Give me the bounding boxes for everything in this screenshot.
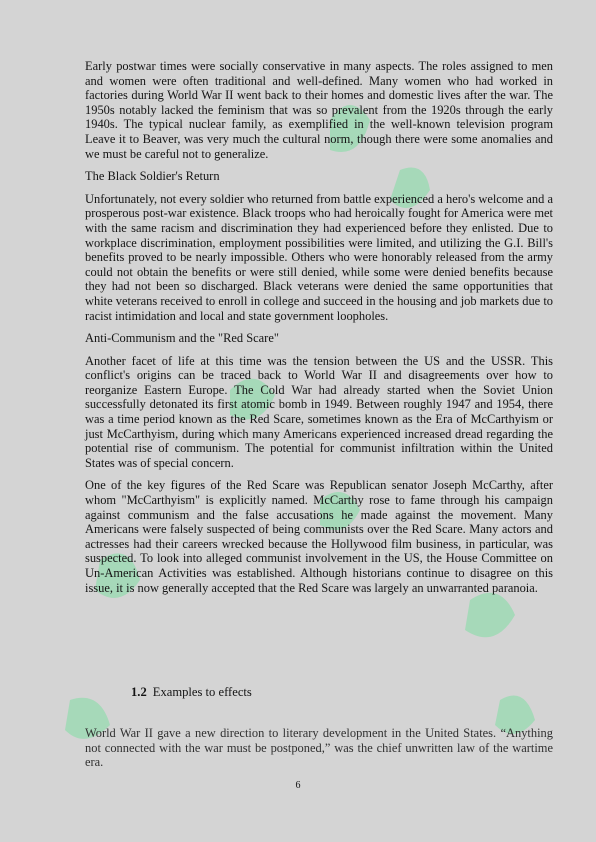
paragraph-literary: World War II gave a new direction to literary development in the United States. “Anything not connected with the war must be postponed,” was the chief unwritten law of the wartime era.: [85, 726, 553, 770]
paragraph-mccarthy: One of the key figures of the Red Scare was Republican senator Joseph McCarthy, after whom "McCarthyism" is explicitly named. McCarthy rose to fame through his campaign against communism and the false accusations he made against the movement. Many Americans were falsely suspected of being communists over the Red Scare. Many actors and actresses had their careers wrecked because the Hollywood film business, in particular, was suspected. To look into alleged communist involvement in the US, the House Committee on Un-American Activities was established. Although historians continue to disagree on this issue, it is now generally accepted that the Red Scare was largely an unwarranted paranoia.: [85, 478, 553, 595]
page-body: [85, 59, 553, 595]
section-heading: [131, 685, 252, 700]
paragraph-black-soldier: Unfortunately, not every soldier who returned from battle experienced a hero's welcome and a prosperous post-war existence. Black troops who had heroically fought for America were met with the same racism and discrimination they had experienced before they enlisted. Due to workplace discrimination, employment possibilities were limited, and utilizing the G.I. Bill's benefits proved to be nearly impossible. Others who were honorably released from the army could not obtain the benefits or were still denied, while some were denied benefits because they had not been so discharged. Black veterans were denied the same opportunities that white veterans received to enroll in college and succeed in the housing and job markets due to racist intimidation and local and state government loopholes.: [85, 191, 553, 323]
page-number: 6: [295, 780, 301, 791]
paragraph-postwar: Early postwar times were socially conservative in many aspects. The roles assigned to men and women were often traditional and well-defined. Many women who had worked in factories during World War II went back to their homes and domestic lives after the war. The 1950s notably lacked the feminism that was so prevalent from the 1920s through the early 1940s. The typical nuclear family, as exemplified in the well-known television program Leave it to Beaver, was very much the cultural norm, though there were some anomalies and we must be careful not to generalize.: [85, 59, 553, 161]
section-number: 1.2: [131, 685, 147, 699]
heading-red-scare: Anti-Communism and the "Red Scare": [85, 331, 279, 346]
paragraph-cold-war: Another facet of life at this time was the tension between the US and the USSR. This conflict's origins can be traced back to World War II and disagreements over how to reorganize Eastern Europe. The Cold War had already started when the Soviet Union successfully detonated its first atomic bomb in 1949. Between roughly 1947 and 1954, there was a time period known as the Red Scare, sometimes known as the Era of McCarthyism or just McCarthyism, during which many Americans experienced increased dread regarding the potential rise of communism. The potential for communist infiltration within the United States was of special concern.: [85, 353, 553, 470]
heading-black-soldier: The Black Soldier's Return: [85, 169, 220, 184]
section-title: Examples to effects: [152, 685, 252, 699]
